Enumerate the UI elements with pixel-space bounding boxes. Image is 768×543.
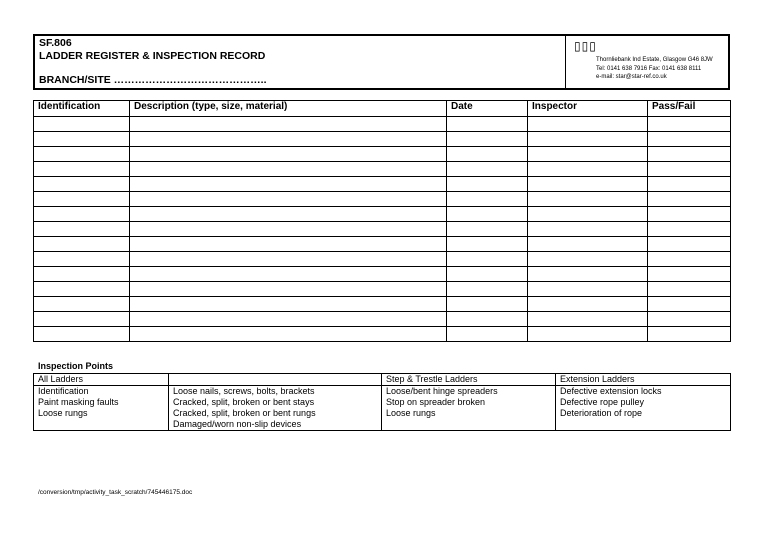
date-cell[interactable] xyxy=(447,327,528,342)
identification-cell[interactable] xyxy=(34,222,130,237)
inspection-item: Stop on spreader broken xyxy=(386,397,486,407)
email-line: e-mail: star@star-ref.co.uk xyxy=(596,74,667,80)
inspector-cell[interactable] xyxy=(528,132,648,147)
inspector-cell[interactable] xyxy=(528,117,648,132)
form-header xyxy=(33,34,730,90)
col-date: Date xyxy=(447,101,528,117)
inspection-points-table xyxy=(33,373,731,431)
date-cell[interactable] xyxy=(447,237,528,252)
identification-cell[interactable] xyxy=(34,252,130,267)
pass-fail-cell[interactable] xyxy=(648,177,731,192)
date-cell[interactable] xyxy=(447,222,528,237)
pass-fail-cell[interactable] xyxy=(648,312,731,327)
date-cell[interactable] xyxy=(447,312,528,327)
header-title-block xyxy=(35,36,566,88)
inspection-item: Cracked, split, broken or bent stays xyxy=(173,397,315,407)
pass-fail-cell[interactable] xyxy=(648,147,731,162)
pass-fail-cell[interactable] xyxy=(648,132,731,147)
pass-fail-cell[interactable] xyxy=(648,162,731,177)
identification-cell[interactable] xyxy=(34,327,130,342)
inspection-item: Paint masking faults xyxy=(38,397,119,407)
all-ladders-items xyxy=(34,386,169,431)
branch-site-field: BRANCH/SITE …………………………………….. xyxy=(39,74,267,86)
register-body xyxy=(34,117,731,342)
identification-cell[interactable] xyxy=(34,117,130,132)
date-cell[interactable] xyxy=(447,192,528,207)
register-row xyxy=(34,312,731,327)
identification-cell[interactable] xyxy=(34,237,130,252)
date-cell[interactable] xyxy=(447,207,528,222)
description-cell[interactable] xyxy=(130,312,447,327)
inspector-cell[interactable] xyxy=(528,312,648,327)
description-cell[interactable] xyxy=(130,222,447,237)
pass-fail-cell[interactable] xyxy=(648,237,731,252)
date-cell[interactable] xyxy=(447,267,528,282)
register-row xyxy=(34,192,731,207)
description-cell[interactable] xyxy=(130,207,447,222)
register-row xyxy=(34,132,731,147)
document-path: /conversion/tmp/activity_task_scratch/745446175.doc xyxy=(38,489,193,496)
pass-fail-cell[interactable] xyxy=(648,267,731,282)
inspector-cell[interactable] xyxy=(528,207,648,222)
extension-items xyxy=(556,386,731,431)
date-cell[interactable] xyxy=(447,282,528,297)
group-heading xyxy=(169,374,382,386)
description-cell[interactable] xyxy=(130,237,447,252)
inspection-item: Loose rungs xyxy=(386,408,436,418)
register-row xyxy=(34,147,731,162)
register-row xyxy=(34,222,731,237)
description-cell[interactable] xyxy=(130,117,447,132)
identification-cell[interactable] xyxy=(34,312,130,327)
identification-cell[interactable] xyxy=(34,297,130,312)
points-header-row xyxy=(34,374,731,386)
form-code: SF.806 xyxy=(39,37,72,49)
date-cell[interactable] xyxy=(447,147,528,162)
inspector-cell[interactable] xyxy=(528,147,648,162)
inspector-cell[interactable] xyxy=(528,237,648,252)
description-cell[interactable] xyxy=(130,147,447,162)
address-line: Thornliebank Ind Estate, Glasgow G46 8JW xyxy=(596,57,713,63)
col-description: Description (type, size, material) xyxy=(130,101,447,117)
description-cell[interactable] xyxy=(130,267,447,282)
identification-cell[interactable] xyxy=(34,192,130,207)
description-cell[interactable] xyxy=(130,177,447,192)
inspector-cell[interactable] xyxy=(528,327,648,342)
identification-cell[interactable] xyxy=(34,282,130,297)
inspection-item: Defective rope pulley xyxy=(560,397,645,407)
form-title: LADDER REGISTER & INSPECTION RECORD xyxy=(39,50,266,62)
identification-cell[interactable] xyxy=(34,207,130,222)
pass-fail-cell[interactable] xyxy=(648,282,731,297)
identification-cell[interactable] xyxy=(34,162,130,177)
description-cell[interactable] xyxy=(130,252,447,267)
inspector-cell[interactable] xyxy=(528,222,648,237)
description-cell[interactable] xyxy=(130,162,447,177)
inspection-item: Damaged/worn non-slip devices xyxy=(173,419,302,429)
identification-cell[interactable] xyxy=(34,177,130,192)
description-cell[interactable] xyxy=(130,282,447,297)
col-inspector: Inspector xyxy=(528,101,648,117)
identification-cell[interactable] xyxy=(34,132,130,147)
register-row xyxy=(34,267,731,282)
date-cell[interactable] xyxy=(447,177,528,192)
inspection-points-title: Inspection Points xyxy=(38,361,114,371)
pass-fail-cell[interactable] xyxy=(648,117,731,132)
group-heading: Extension Ladders xyxy=(556,374,731,386)
inspector-cell[interactable] xyxy=(528,177,648,192)
date-cell[interactable] xyxy=(447,117,528,132)
identification-cell[interactable] xyxy=(34,147,130,162)
company-address xyxy=(596,56,713,82)
group-heading: All Ladders xyxy=(34,374,169,386)
col-identification: Identification xyxy=(34,101,130,117)
group-heading: Step & Trestle Ladders xyxy=(382,374,556,386)
date-cell[interactable] xyxy=(447,132,528,147)
description-cell[interactable] xyxy=(130,132,447,147)
register-row xyxy=(34,177,731,192)
inspection-item: Defective extension locks xyxy=(560,386,662,396)
pass-fail-cell[interactable] xyxy=(648,252,731,267)
register-row xyxy=(34,162,731,177)
inspection-item: Deterioration of rope xyxy=(560,408,643,418)
col-pass-fail: Pass/Fail xyxy=(648,101,731,117)
ladder-register-table xyxy=(33,100,731,342)
inspector-cell[interactable] xyxy=(528,162,648,177)
register-row xyxy=(34,207,731,222)
pass-fail-cell[interactable] xyxy=(648,222,731,237)
inspection-item: Identification xyxy=(38,386,89,396)
pass-fail-cell[interactable] xyxy=(648,192,731,207)
inspector-cell[interactable] xyxy=(528,192,648,207)
phone-fax-line: Tel: 0141 638 7916 Fax: 0141 638 8111 xyxy=(596,65,702,72)
company-logo: ▯▯▯ xyxy=(574,39,597,53)
inspector-cell[interactable] xyxy=(528,282,648,297)
inspection-item: Cracked, split, broken or bent rungs xyxy=(173,408,316,418)
date-cell[interactable] xyxy=(447,252,528,267)
identification-cell[interactable] xyxy=(34,267,130,282)
register-row xyxy=(34,252,731,267)
register-row xyxy=(34,117,731,132)
date-cell[interactable] xyxy=(447,162,528,177)
inspector-cell[interactable] xyxy=(528,297,648,312)
pass-fail-cell[interactable] xyxy=(648,297,731,312)
pass-fail-cell[interactable] xyxy=(648,327,731,342)
register-header-row xyxy=(34,101,731,117)
register-row xyxy=(34,237,731,252)
inspector-cell[interactable] xyxy=(528,267,648,282)
all-ladders-items-continued xyxy=(169,386,382,431)
points-items-row xyxy=(34,386,731,431)
register-row xyxy=(34,327,731,342)
step-trestle-items xyxy=(382,386,556,431)
description-cell[interactable] xyxy=(130,192,447,207)
inspector-cell[interactable] xyxy=(528,252,648,267)
register-row xyxy=(34,297,731,312)
pass-fail-cell[interactable] xyxy=(648,207,731,222)
register-row xyxy=(34,282,731,297)
inspection-item: Loose nails, screws, bolts, brackets xyxy=(173,386,315,396)
description-cell[interactable] xyxy=(130,297,447,312)
inspection-item: Loose rungs xyxy=(38,408,88,418)
date-cell[interactable] xyxy=(447,297,528,312)
description-cell[interactable] xyxy=(130,327,447,342)
inspection-item: Loose/bent hinge spreaders xyxy=(386,386,498,396)
